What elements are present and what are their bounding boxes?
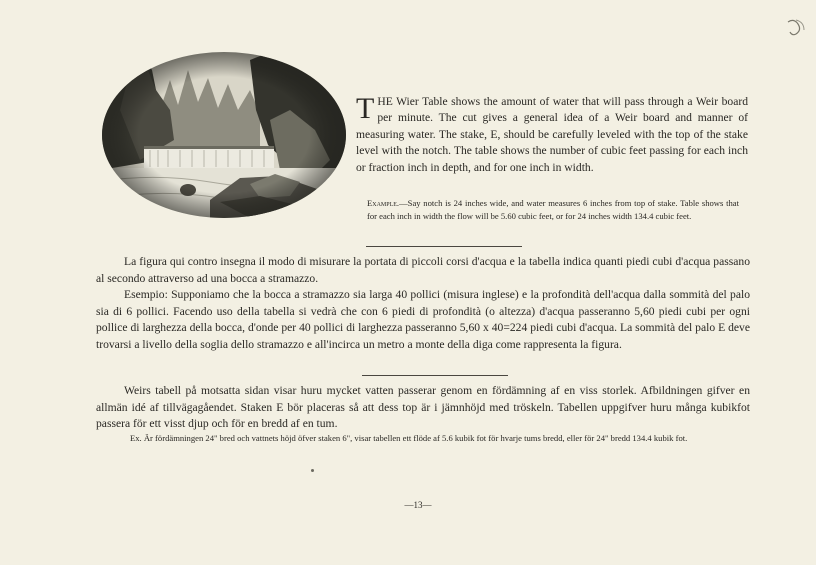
english-example — [367, 197, 739, 222]
english-body: HE Wier Table shows the amount of water that will pass through a Weir board per minute. The cut gives a general idea of a Weir board and manner of measuring water. The stake, E, should be carefully leveled with the top of the stake level with the notch. The table shows the number of cubic feet passing for each inch or fraction inch in depth, and for one inch in width. — [356, 95, 748, 174]
print-fleck — [311, 469, 314, 472]
section-divider — [362, 375, 508, 376]
english-description — [356, 94, 748, 176]
waterfall-vignette-icon — [100, 50, 348, 220]
example-text: —Say notch is 24 inches wide, and water measures 6 inches from top of stake. Table shows that for each inch in width the flow will be 5.60 cubic feet, or for 24 inches width 134.4 cubic feet. — [367, 198, 739, 221]
swedish-example: Ex. Är fördämningen 24" bred och vattnets höjd öfver staken 6", visar tabellen ett flöde af 5.6 kubik fot för hvarje tums bredd, eller för 24" bredd 134.4 kubik fot. — [130, 433, 688, 443]
swedish-description — [96, 383, 750, 433]
italian-paragraph-1: La figura qui contro insegna il modo di misurare la portata di piccoli corsi d'acqua e la tabella indica quanti piedi cubi d'acqua passano al secondo attraverso ad una bocca a stramazzo. — [96, 255, 750, 285]
drop-cap: T — [356, 92, 375, 125]
italian-description — [96, 254, 750, 354]
section-divider — [366, 246, 522, 247]
page-number: —13— — [404, 500, 432, 510]
corner-curl-icon — [784, 16, 808, 40]
swedish-paragraph: Weirs tabell på motsatta sidan visar huru mycket vatten passerar genom en fördämning af en viss storlek. Afbildningen gifver en allmän idé af tillvägagåendet. Staken E bör placeras så att dess top är i jämnhöjd med tröskeln. Tabellen uppgifver huru många kubikfot passera för ett visst djup och för en bredd af en tum. — [96, 384, 750, 431]
waterfall-illustration — [100, 50, 348, 220]
italian-paragraph-2: Esempio: Supponiamo che la bocca a stramazzo sia larga 40 pollici (misura inglese) e la profondità dell'acqua dalla sommità del palo sia di 6 pollici. Facendo uso della tabella si vedrà che con 6 piedi di profondità (o altezza) d'acqua passeranno 5,60 piedi cubi per ogni pollice di larghezza della bocca, d'onde per 40 pollici di larghezza passeranno 5,60 x 40=224 piedi cubi d'acqua. La sommità del palo E deve trovarsi a livello della soglia dello stramazzo e all'incirca un metro a monte della diga come rappresenta la figura. — [96, 288, 750, 351]
example-lead: Example. — [367, 198, 400, 208]
